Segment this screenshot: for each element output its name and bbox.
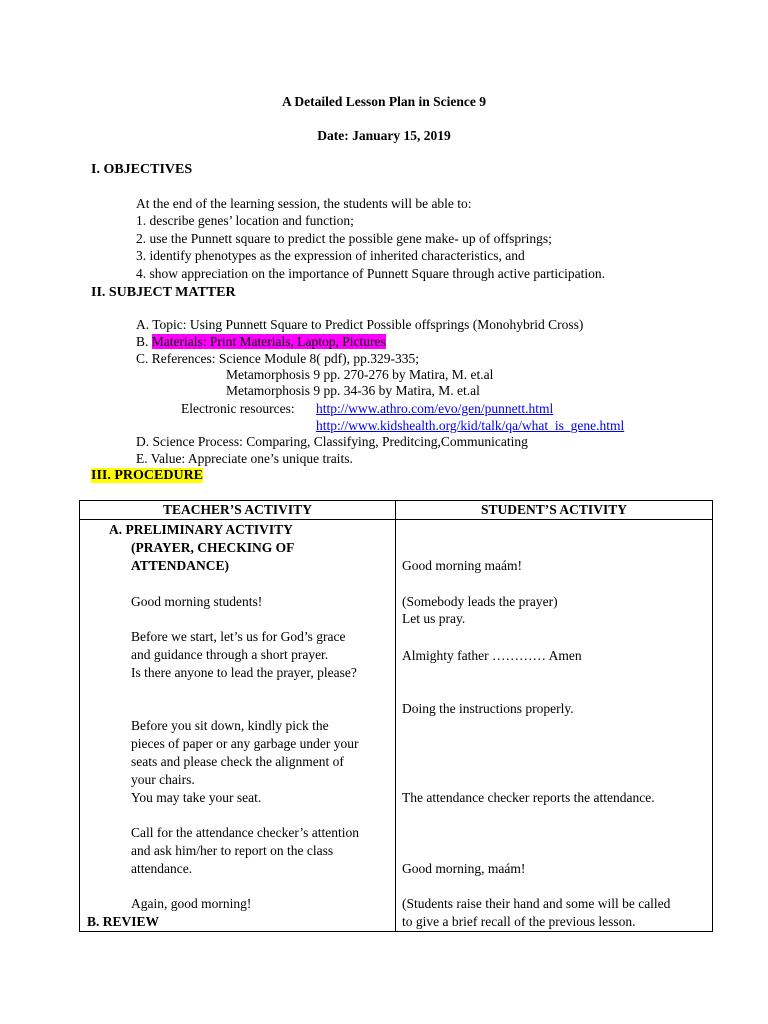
preliminary-activity-heading: A. PRELIMINARY ACTIVITY xyxy=(109,522,293,537)
procedure-heading xyxy=(91,467,203,484)
preliminary-activity-heading: ATTENDANCE) xyxy=(131,558,230,573)
preliminary-activity-heading: (PRAYER, CHECKING OF xyxy=(131,540,295,555)
table-row xyxy=(80,520,713,932)
teacher-line: Before we start, let’s us for God’s grace xyxy=(131,629,346,644)
objective-item: 4. show appreciation on the importance of Punnett Square through active participation. xyxy=(136,266,605,281)
references-line: C. References: Science Module 8( pdf), pp.329-335; xyxy=(136,351,420,366)
teacher-line: attendance. xyxy=(131,861,193,876)
objective-item: 3. identify phenotypes as the expression of inherited characteristics, and xyxy=(136,248,525,263)
science-process-line: D. Science Process: Comparing, Classifying, Preditcing,Communicating xyxy=(136,434,528,449)
teacher-activity-header: TEACHER’S ACTIVITY xyxy=(80,501,396,520)
resource-link-kidshealth[interactable]: http://www.kidshealth.org/kid/talk/qa/what_is_gene.html xyxy=(316,418,625,433)
review-heading: B. REVIEW xyxy=(87,914,160,929)
teacher-line: Is there anyone to lead the prayer, please? xyxy=(131,665,357,680)
teacher-line: seats and please check the alignment of xyxy=(131,754,344,769)
objective-item: 1. describe genes’ location and function; xyxy=(136,213,354,228)
document-title: A Detailed Lesson Plan in Science 9 xyxy=(281,94,486,109)
student-line: Almighty father ………… Amen xyxy=(402,648,582,663)
teacher-activity-cell xyxy=(80,520,396,932)
objectives-intro: At the end of the learning session, the students will be able to: xyxy=(136,196,472,211)
objective-item: 2. use the Punnett square to predict the possible gene make- up of offsprings; xyxy=(136,231,552,246)
reference-item: Metamorphosis 9 pp. 34-36 by Matira, M. et.al xyxy=(226,383,480,398)
resource-link-punnett[interactable]: http://www.athro.com/evo/gen/punnett.html xyxy=(316,401,554,416)
student-line: Good morning, maám! xyxy=(402,861,526,876)
electronic-resources-label: Electronic resources: xyxy=(181,401,295,416)
student-line: Good morning maám! xyxy=(402,558,522,573)
topic-line: A. Topic: Using Punnett Square to Predict Possible offsprings (Monohybrid Cross) xyxy=(136,317,584,332)
student-line: (Somebody leads the prayer) xyxy=(402,594,558,609)
teacher-line: and guidance through a short prayer. xyxy=(131,647,329,662)
procedure-heading-text: III. PROCEDURE xyxy=(91,468,204,483)
materials-line xyxy=(136,333,386,350)
value-line: E. Value: Appreciate one’s unique traits. xyxy=(136,451,353,466)
student-line: The attendance checker reports the attendance. xyxy=(402,790,655,805)
student-line: (Students raise their hand and some will be called xyxy=(402,896,671,911)
objectives-heading: I. OBJECTIVES xyxy=(91,162,193,177)
student-line: Doing the instructions properly. xyxy=(402,701,574,716)
procedure-table xyxy=(79,500,713,932)
table-header-row xyxy=(80,501,713,520)
materials-prefix: B. xyxy=(136,334,152,349)
teacher-line: Before you sit down, kindly pick the xyxy=(131,718,329,733)
teacher-line: your chairs. xyxy=(131,772,195,787)
subject-matter-heading: II. SUBJECT MATTER xyxy=(91,285,236,300)
teacher-line: pieces of paper or any garbage under your xyxy=(131,736,359,751)
teacher-line: Again, good morning! xyxy=(131,896,252,911)
student-activity-header: STUDENT’S ACTIVITY xyxy=(396,501,713,520)
reference-item: Metamorphosis 9 pp. 270-276 by Matira, M. et.al xyxy=(226,367,494,382)
teacher-line: Call for the attendance checker’s attention xyxy=(131,825,360,840)
student-activity-cell xyxy=(396,520,713,932)
student-line: Let us pray. xyxy=(402,611,466,626)
document-date: Date: January 15, 2019 xyxy=(317,128,451,143)
teacher-line: and ask him/her to report on the class xyxy=(131,843,334,858)
teacher-line: Good morning students! xyxy=(131,594,263,609)
teacher-line: You may take your seat. xyxy=(131,790,262,805)
materials-highlight: Materials: Print Materials, Laptop, Pictures xyxy=(151,334,386,349)
student-line: to give a brief recall of the previous lesson. xyxy=(402,914,636,929)
